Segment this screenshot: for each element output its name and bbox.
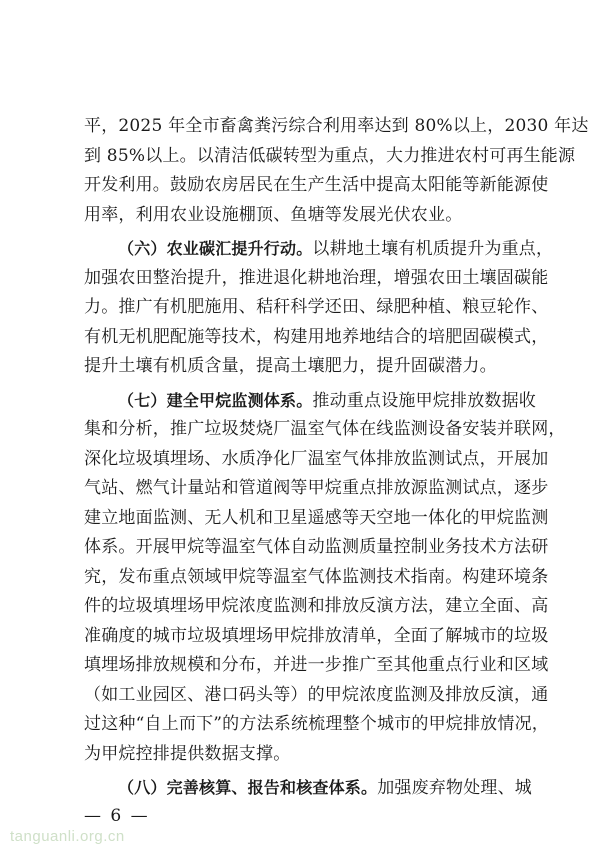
paragraph-1 (84, 112, 589, 230)
text-run: 以耕地土壤有机质提升为重点， (312, 239, 554, 259)
text-line: 加强农田整治提升，推进退化耕地治理，增强农田土壤固碳能 (84, 267, 549, 288)
text-line: 建立地面监测、无人机和卫星遥感等天空地一体化的甲烷监测 (84, 507, 549, 528)
text-line: 开发利用。鼓励农房居民在生产生活中提高太阳能等新能源使 (84, 175, 549, 195)
paragraph-6 (84, 234, 554, 382)
text-run: 加强废弃物处理、城 (377, 778, 533, 798)
section-heading: （八）完善核算、报告和核查体系。 (118, 778, 378, 797)
text-line: 气站、燃气计量站和管道阀等甲烷重点排放源监测试点，逐步 (84, 478, 549, 498)
text-line: 准确度的城市垃圾填埋场甲烷排放清单，全面了解城市的垃圾 (84, 625, 549, 646)
watermark: tanguanli.org.cn (10, 828, 125, 845)
text-line: 力。推广有机肥施用、秸秆科学还田、绿肥种植、粮豆轮作、 (84, 297, 549, 317)
text-line: 提升土壤有机质含量，提高土壤肥力，提升固碳潜力。 (84, 356, 497, 376)
text-line: 体系。开展甲烷等温室气体自动监测质量控制业务技术方法研 (84, 537, 549, 557)
section-heading: （七）建全甲烷监测体系。 (118, 390, 313, 410)
paragraph-first-line (84, 773, 533, 803)
paragraph-first-line (84, 386, 537, 416)
text-line: 为甲烷控排提供数据支撑。 (84, 743, 291, 764)
page-number: — 6 — (84, 806, 150, 826)
text-run: 推动重点设施甲烷排放数据收 (312, 390, 537, 411)
text-line: 深化垃圾填埋场、水质净化厂温室气体排放监测试点，开展加 (84, 448, 549, 469)
text-line: 件的垃圾填埋场甲烷浓度监测和排放反演方法，建立全面、高 (84, 596, 549, 616)
text-line: 究，发布重点领域甲烷等温室气体监测技术指南。构建环境条 (84, 566, 549, 587)
paragraph-first-line (84, 234, 554, 264)
section-heading: （六）农业碳汇提升行动。 (118, 239, 313, 258)
document-body (84, 112, 589, 803)
text-line: 到 85%以上。以清洁低碳转型为重点，大力推进农村可再生能源 (84, 145, 576, 166)
paragraph-7 (84, 386, 566, 770)
text-line: 过这种“自上而下”的方法系统梳理整个城市的甲烷排放情况， (84, 714, 549, 734)
text-line: 用率，利用农业设施棚顶、鱼塘等发展光伏农业。 (84, 204, 463, 225)
text-line: （如工业园区、港口码头等）的甲烷浓度监测及排放反演，通 (84, 684, 549, 705)
text-line: 填埋场排放规模和分布，并进一步推广至其他重点行业和区域 (84, 655, 549, 675)
text-line: 平，2025 年全市畜禽粪污综合利用率达到 80%以上，2030 年达 (84, 116, 589, 136)
text-line: 集和分析，推广垃圾焚烧厂温室气体在线监测设备安装并联网， (84, 419, 566, 439)
text-line: 有机无机肥配施等技术，构建用地养地结合的培肥固碳模式， (84, 326, 549, 347)
paragraph-8 (84, 773, 533, 803)
